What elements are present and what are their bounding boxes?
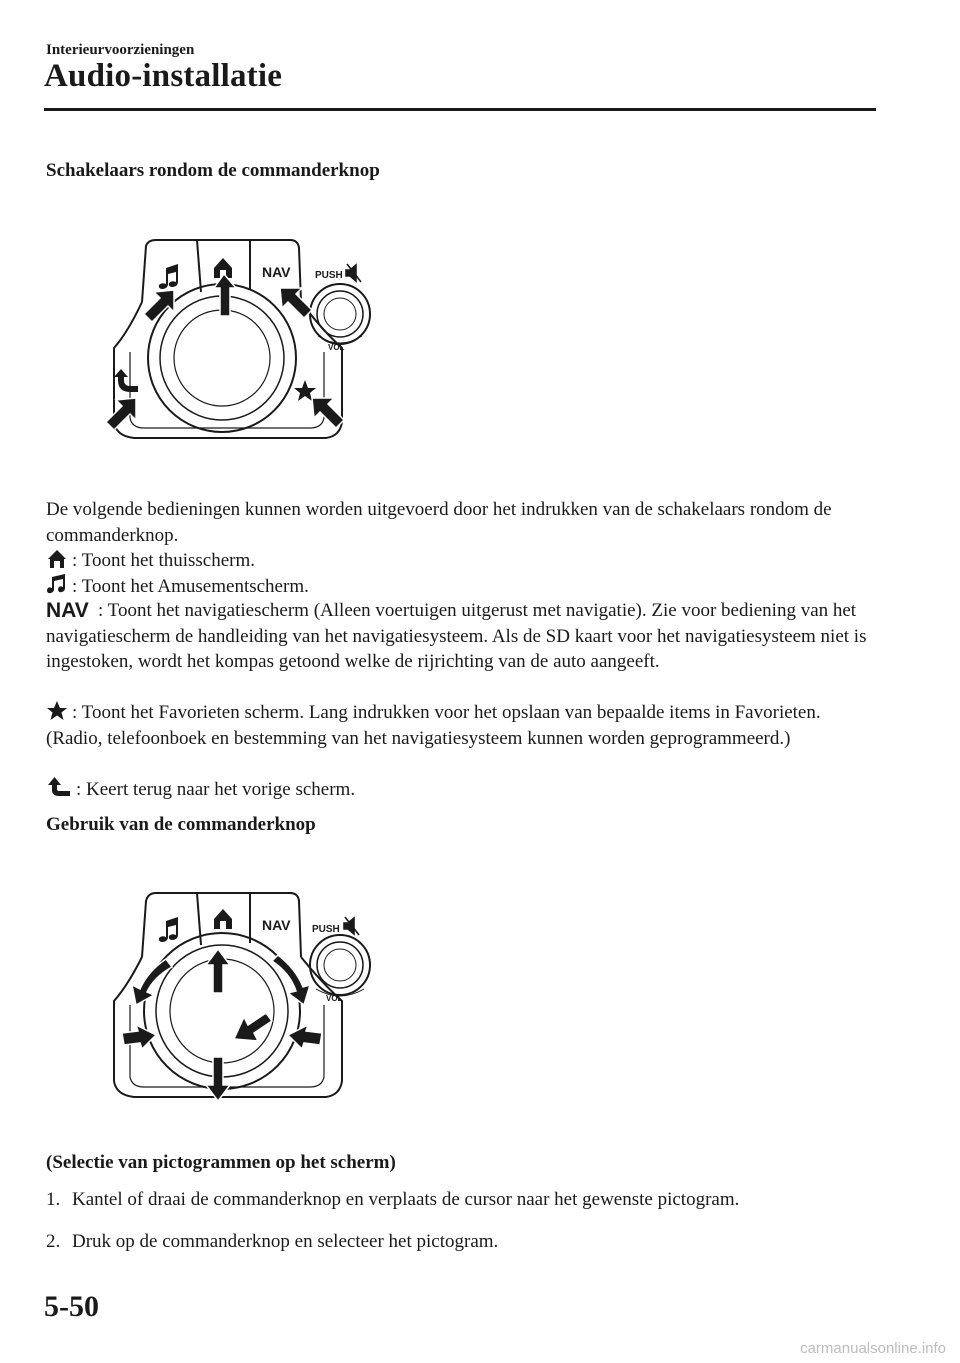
intro-paragraph: De volgende bedieningen kunnen worden uitgevoerd door het indrukken van de schakelaars rondom de commanderknop.	[46, 499, 832, 546]
list-item-star	[46, 700, 876, 751]
vol-label: VOL	[328, 343, 345, 352]
list-item-music-text: : Toont het Amusementscherm.	[72, 576, 309, 597]
title-divider	[44, 108, 876, 111]
list-item-music	[46, 573, 876, 600]
music-note-icon	[159, 264, 178, 289]
nav-label: NAV	[262, 264, 291, 280]
nav-label: NAV	[262, 917, 291, 933]
back-arrow-icon	[46, 776, 72, 798]
music-note-icon	[159, 917, 178, 942]
step-text: Druk op de commanderknop en selecteer het pictogram.	[72, 1231, 499, 1252]
star-icon	[46, 701, 68, 721]
section-heading-switches: Schakelaars rondom de commanderknop	[46, 160, 380, 181]
list-item-nav-text: : Toont het navigatiescherm (Alleen voertuigen uitgerust met navigatie). Zie voor bediening van het navigatiescherm de handleiding van het navigatiesysteem. Als de SD kaart voor het navigatiesysteem niet is ingestoken, wordt het kompas getoond welke de rijrichting van de auto aangeeft.	[46, 600, 867, 672]
mute-icon	[346, 264, 361, 282]
home-icon	[214, 909, 232, 929]
nav-icon	[46, 599, 94, 619]
list-item-home-text: : Toont het thuisscherm.	[72, 550, 256, 571]
press-arrow-back	[106, 398, 136, 430]
section-heading-usage: Gebruik van de commanderknop	[46, 814, 316, 835]
vol-label: VOL	[326, 994, 343, 1003]
watermark: carmanualsonline.info	[800, 1340, 946, 1357]
push-label: PUSH	[312, 924, 340, 935]
list-item-star-text: : Toont het Favorieten scherm. Lang indrukken voor het opslaan van bepaalde items in Favorieten. (Radio, telefoonboek en bestemming van het navigatiesysteem kunnen worden geprogrammeerd.)	[46, 702, 821, 749]
page-number: 5-50	[44, 1290, 99, 1323]
list-item-nav	[46, 598, 876, 675]
press-arrow-star	[312, 398, 344, 428]
list-item-home	[46, 548, 876, 574]
press-arrow-music	[144, 290, 174, 322]
subheading-icon-selection: (Selectie van pictogrammen op het scherm)	[46, 1152, 396, 1173]
music-note-icon	[46, 573, 68, 595]
commander-switch-figure	[100, 232, 400, 444]
mute-icon	[344, 917, 359, 935]
step-number: 1.	[46, 1189, 61, 1210]
tilt-arrow-down	[206, 1057, 230, 1101]
svg-text:NAV: NAV	[46, 599, 89, 619]
step-1	[46, 1189, 739, 1211]
step-2	[46, 1231, 498, 1253]
list-item-back-text: : Keert terug naar het vorige scherm.	[76, 779, 356, 800]
step-text: Kantel of draai de commanderknop en verplaats de cursor naar het gewenste pictogram.	[72, 1189, 740, 1210]
page-title: Audio-installatie	[44, 58, 283, 94]
rotate-arrow	[234, 1013, 272, 1041]
push-label: PUSH	[315, 270, 343, 281]
back-arrow-icon	[114, 369, 138, 392]
list-item-back	[46, 776, 876, 803]
step-number: 2.	[46, 1231, 61, 1252]
commander-knob-usage-figure	[100, 885, 400, 1110]
chapter-label: Interieurvoorzieningen	[46, 42, 195, 58]
tilt-arrow-up	[206, 949, 230, 993]
press-arrow-nav	[280, 288, 312, 318]
home-icon	[46, 549, 68, 569]
